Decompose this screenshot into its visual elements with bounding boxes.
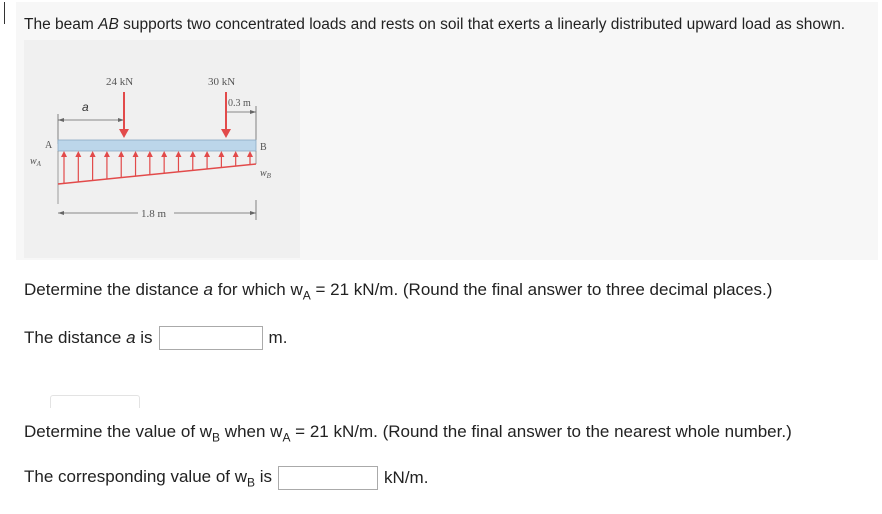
question-part2: Determine the value of $w_B$ when $w_A = 21$ kN/m. (Round the final answer to the nearest whole number.) — [24, 422, 792, 445]
beam-figure — [24, 40, 300, 258]
w-a-label: $w_A$ — [30, 156, 41, 168]
soil-arrowhead — [75, 151, 81, 157]
dim-right-label: 0.3 m — [228, 98, 251, 109]
dim-right-arrow — [250, 110, 256, 114]
load-right-label: 30 kN — [208, 76, 236, 88]
soil-arrowhead — [133, 151, 139, 157]
soil-arrowhead — [233, 151, 239, 157]
hidden-tab-outline — [50, 395, 140, 408]
load-right-arrowhead — [221, 129, 231, 138]
w-b-label: $w_B$ — [260, 168, 271, 180]
soil-arrowhead — [90, 151, 96, 157]
unit-m-label: m. — [268, 328, 288, 347]
soil-arrowhead — [175, 151, 181, 157]
soil-arrowhead — [161, 151, 167, 157]
soil-arrowhead — [218, 151, 224, 157]
distance-a-input[interactable] — [159, 326, 263, 350]
point-a-label: A — [45, 140, 53, 151]
dim-length-arrow-right — [250, 211, 256, 215]
dim-a-arrow-left — [58, 118, 64, 122]
soil-arrowhead — [118, 151, 124, 157]
soil-load-line — [58, 164, 256, 184]
dim-a-label: a — [82, 100, 89, 114]
text-cursor — [4, 2, 5, 24]
question-part1: Determine the distance a for which $w_A = 21$ kN/m. (Round the final answer to three decimal places.) — [24, 280, 773, 303]
soil-arrowhead — [190, 151, 196, 157]
soil-arrowhead — [147, 151, 153, 157]
soil-arrowhead — [247, 151, 253, 157]
problem-panel — [16, 2, 878, 260]
dim-length-arrow-left — [58, 211, 64, 215]
answer-label-part2: The corresponding value of $w_B$ is — [24, 466, 273, 490]
w-b-input[interactable] — [278, 466, 378, 490]
unit-knm-label: kN/m. — [384, 468, 429, 487]
point-b-label: B — [260, 142, 267, 153]
soil-arrowhead — [204, 151, 210, 157]
beam-diagram — [24, 40, 300, 258]
beam — [58, 140, 256, 151]
load-left-arrowhead — [119, 129, 129, 138]
answer-label-part1: The distance a is — [24, 328, 153, 347]
dim-length-label: 1.8 m — [141, 208, 167, 220]
answer-line-part2 — [24, 466, 428, 490]
soil-arrowhead — [61, 151, 67, 157]
load-left-label: 24 kN — [106, 76, 134, 88]
soil-arrowhead — [104, 151, 110, 157]
answer-line-part1 — [24, 326, 287, 350]
problem-statement: The beam AB supports two concentrated loads and rests on soil that exerts a linearly distributed upward load as shown. — [24, 16, 846, 33]
